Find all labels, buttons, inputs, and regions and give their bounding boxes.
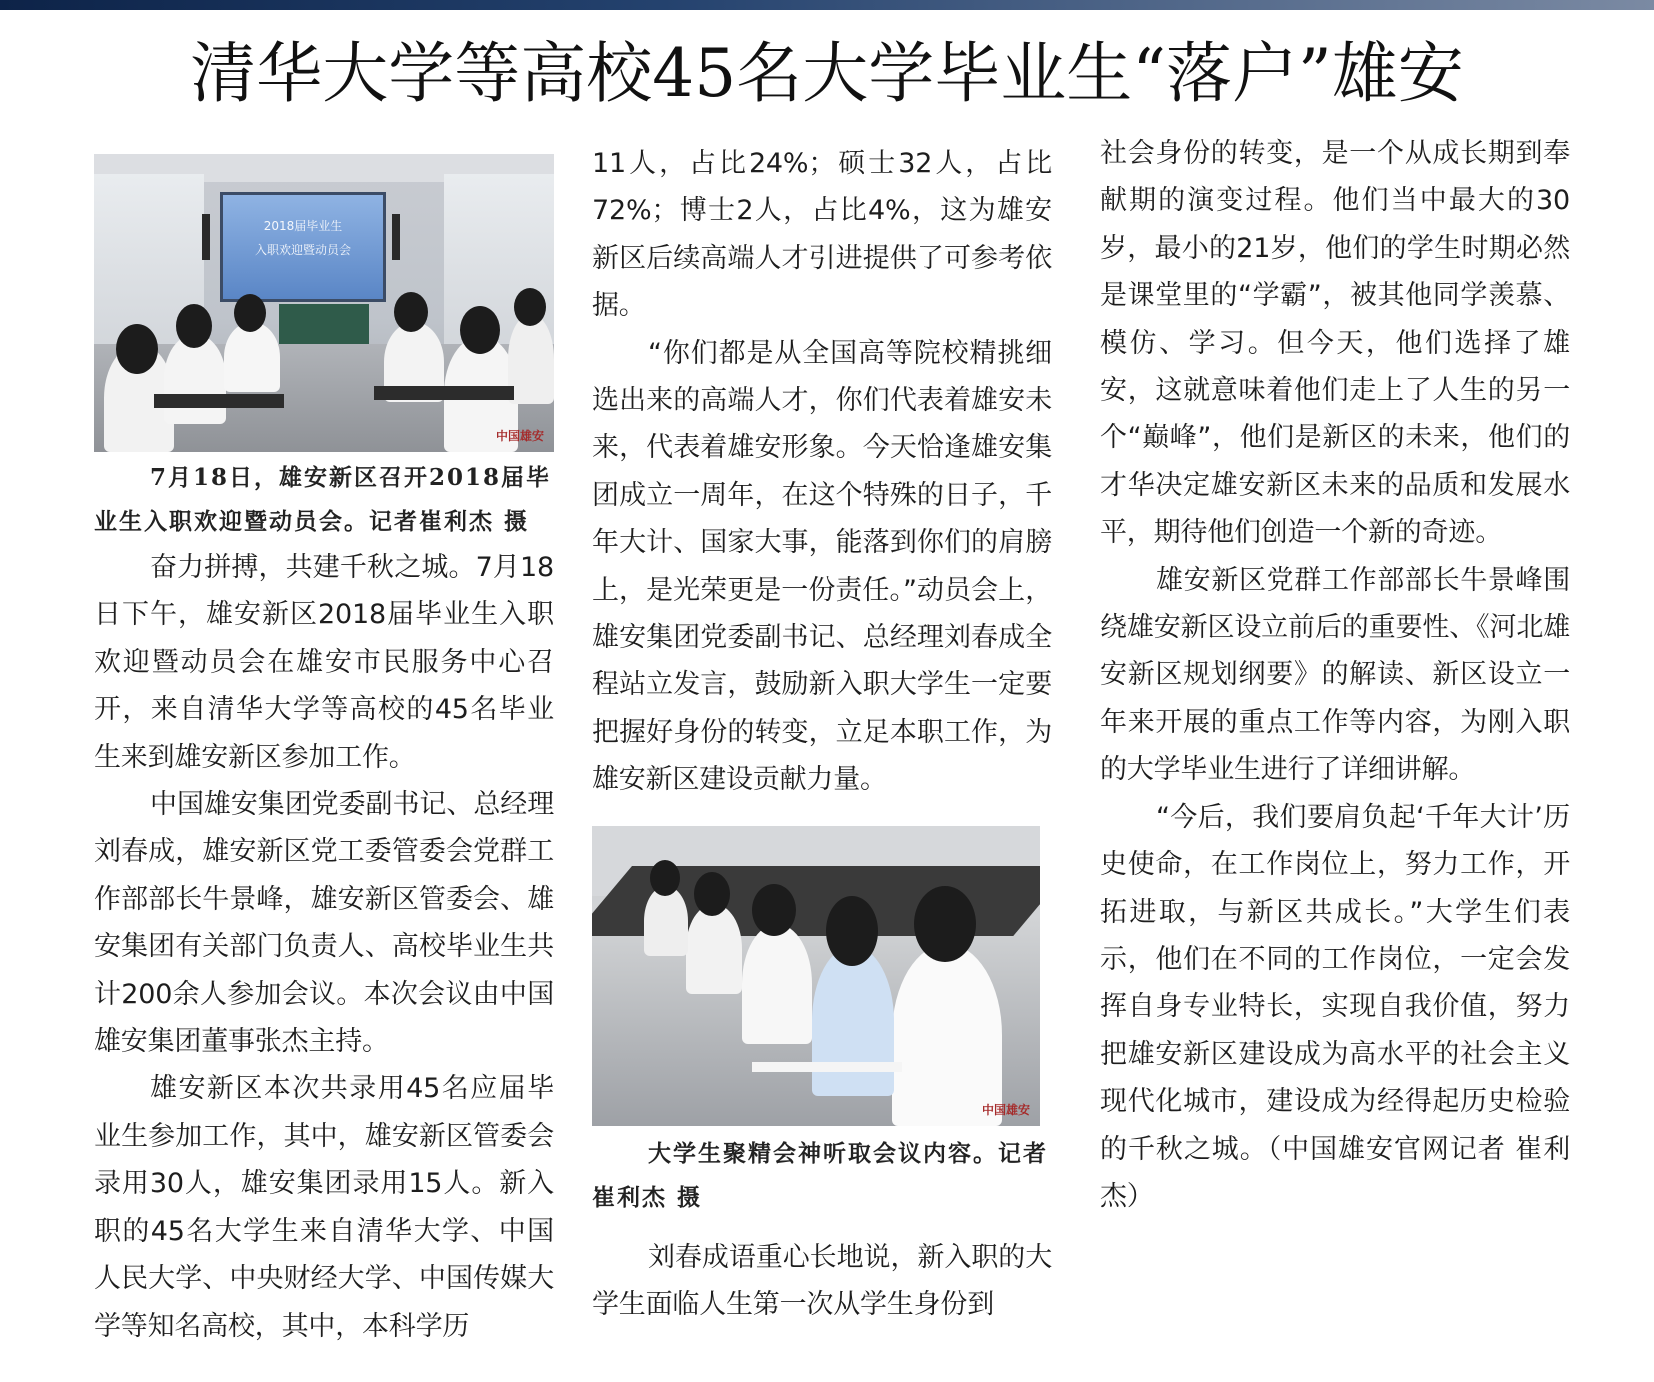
student bbox=[644, 886, 688, 956]
paragraph: “你们都是从全国高等院校精挑细选出来的高端人才，你们代表着雄安未来，代表着雄安形象。今天恰逢雄安集团成立一周年，在这个特殊的日子，千年大计、国家大事，能落到你们的肩膀上，是光荣更是一份责任。”动员会上，雄安集团党委副书记、总经理刘春成全程站立发言，鼓励新入职大学生一定要把握好身份的转变，立足本职工作，为雄安新区建设贡献力量。 bbox=[592, 337, 1052, 796]
paragraph: 中国雄安集团党委副书记、总经理刘春成，雄安新区党工委管委会党群工作部部长牛景峰，雄安新区管委会、雄安集团有关部门负责人、高校毕业生共计200余人参加会议。本次会议由中国雄安集团董事张杰主持。 bbox=[94, 789, 554, 1058]
projection-screen bbox=[220, 192, 386, 302]
student-head bbox=[826, 896, 878, 966]
screen-text-line2: 入职欢迎暨动员会 bbox=[254, 243, 351, 257]
desk-row bbox=[374, 386, 514, 400]
top-color-bar bbox=[0, 0, 1654, 10]
speaker-left bbox=[202, 214, 210, 260]
student bbox=[812, 946, 894, 1096]
column-2 bbox=[592, 140, 1052, 1329]
column-1 bbox=[94, 140, 554, 1350]
paper-on-desk bbox=[752, 1062, 902, 1072]
paragraph: “今后，我们要肩负起‘千年大计’历史使命，在工作岗位上，努力工作，开拓进取，与新区共成长。”大学生们表示，他们在不同的工作岗位，一定会发挥自身专业特长，实现自我价值，努力把雄安新区建设成为高水平的社会主义现代化城市，建设成为经得起历史检验的千秋之城。（中国雄安官网记者 崔利杰） bbox=[1100, 801, 1570, 1212]
photo-watermark: 中国雄安 bbox=[981, 1102, 1030, 1117]
paragraph: 社会身份的转变，是一个从成长期到奉献期的演变过程。他们当中最大的30岁，最小的21岁，他们的学生时期必然是课堂里的“学霸”，被其他同学羡慕、模仿、学习。但今天，他们选择了雄安，这就意味着他们走上了人生的另一个“巅峰”，他们是新区的未来，他们的才华决定雄安新区未来的品质和发展水平，期待他们创造一个新的奇迹。 bbox=[1100, 138, 1570, 549]
attendee-head bbox=[116, 324, 158, 374]
student-head bbox=[650, 860, 680, 896]
speaker-right bbox=[392, 214, 400, 260]
paragraph: 奋力拼搏，共建千秋之城。7月18日下午，雄安新区2018届毕业生入职欢迎暨动员会在雄安市民服务中心召开，来自清华大学等高校的45名毕业生来到雄安新区参加工作。 bbox=[94, 552, 554, 773]
screen-text-line1: 2018届毕业生 bbox=[263, 219, 343, 233]
paragraph: 刘春成语重心长地说，新入职的大学生面临人生第一次从学生身份到 bbox=[592, 1241, 1052, 1321]
paragraph: 11人，占比24%；硕士32人，占比72%；博士2人，占比4%，这为雄安新区后续高端人才引进提供了可参考依据。 bbox=[592, 148, 1052, 322]
attendee-head bbox=[234, 294, 266, 332]
attendee bbox=[224, 322, 280, 392]
attendee-head bbox=[394, 292, 428, 332]
photo-watermark: 中国雄安 bbox=[495, 429, 544, 443]
student-head bbox=[752, 884, 796, 936]
photo-caption-1: 7月18日，雄安新区召开2018届毕业生入职欢迎暨动员会。记者崔利杰 摄 bbox=[94, 464, 552, 535]
photo-caption-2: 大学生聚精会神听取会议内容。记者崔利杰 摄 bbox=[592, 1139, 1048, 1211]
paragraph: 雄安新区党群工作部部长牛景峰围绕雄安新区设立前后的重要性、《河北雄安新区规划纲要》的解读、新区设立一年来开展的重点工作等内容，为刚入职的大学毕业生进行了详细讲解。 bbox=[1100, 564, 1570, 786]
meeting-photo bbox=[94, 154, 554, 452]
attendee bbox=[508, 314, 554, 404]
attendee-head bbox=[514, 288, 546, 326]
student-head bbox=[914, 886, 976, 962]
desk-row bbox=[154, 394, 284, 408]
attendee-head bbox=[176, 304, 212, 348]
student bbox=[686, 904, 742, 994]
column-3 bbox=[1100, 130, 1570, 1220]
paragraph: 雄安新区本次共录用45名应届毕业生参加工作，其中，雄安新区管委会录用30人，雄安集团录用15人。新入职的45名大学生来自清华大学、中国人民大学、中央财经大学、中国传媒大学等知名高校，其中，本科学历 bbox=[94, 1073, 554, 1342]
attendee-head bbox=[460, 306, 500, 354]
podium bbox=[279, 304, 369, 344]
article-headline: 清华大学等高校45名大学毕业生“落户”雄安 bbox=[190, 35, 1464, 112]
students-photo bbox=[592, 826, 1040, 1126]
student bbox=[892, 944, 1002, 1126]
student bbox=[742, 924, 812, 1044]
student-head bbox=[694, 872, 730, 916]
